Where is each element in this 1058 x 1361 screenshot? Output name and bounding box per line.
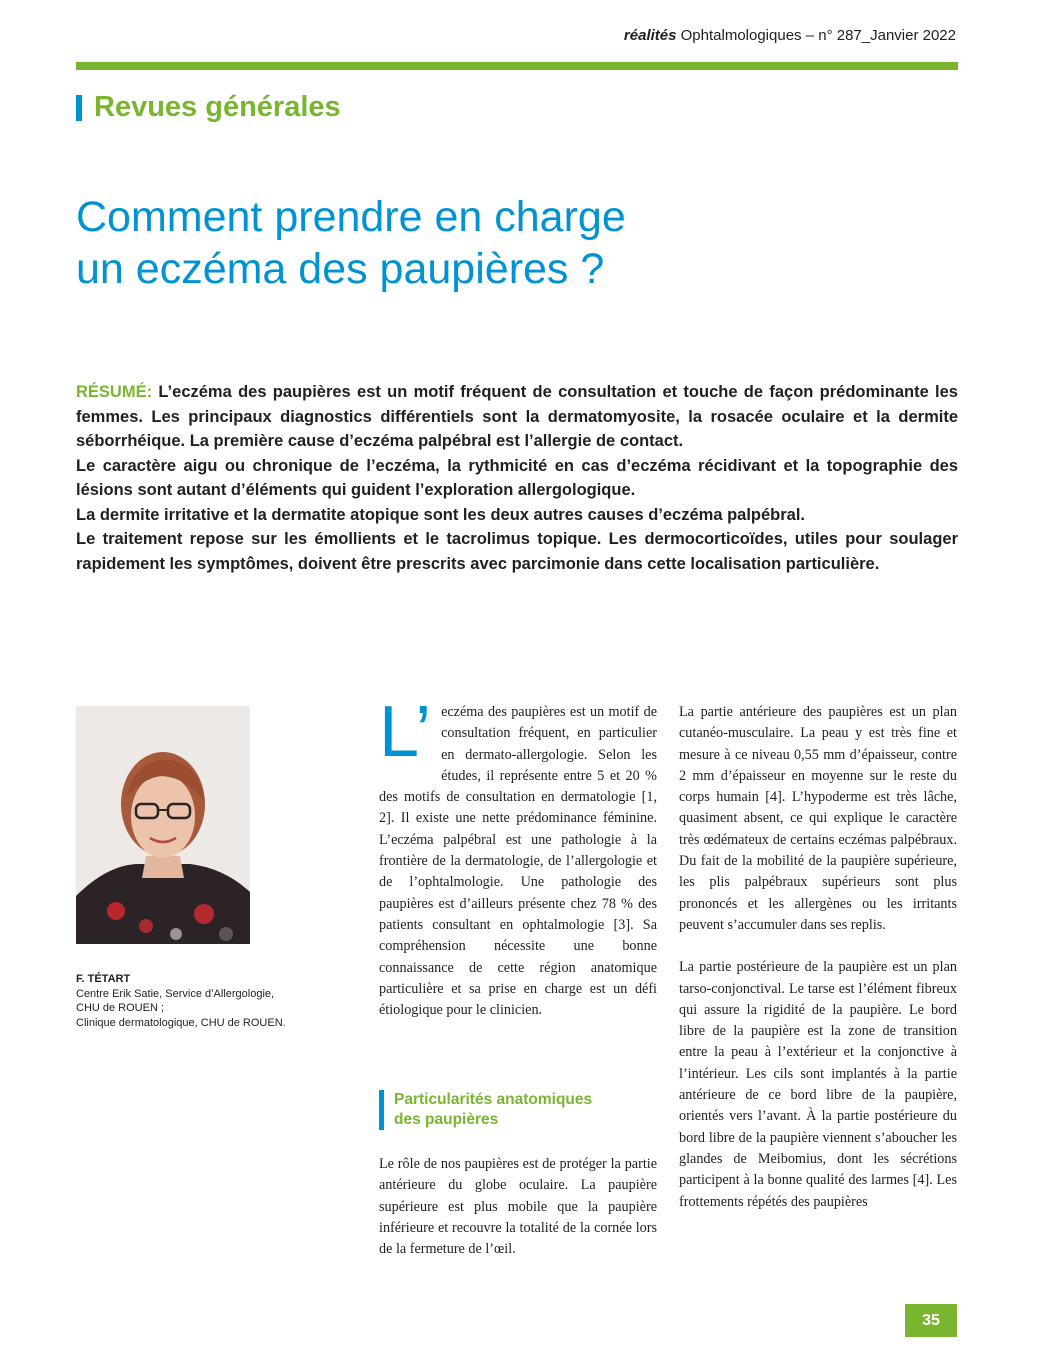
author-name: F. TÉTART <box>76 973 131 985</box>
subsection-title-line: Particularités anatomiques <box>394 1091 593 1108</box>
issue-info: Ophtalmologiques – n° 287_Janvier 2022 <box>676 27 956 44</box>
body-paragraph: La partie antérieure des paupières est un plan cutanéo-musculaire. La peau y est très fine et mesure à ce niveau 0,55 mm d’épaisseur, contre 2 mm d’épaisseur en moyenne sur le reste du corps humain [4]. L’hypoderme est très lâche, quasiment absent, ce qui explique le caractère très œdémateux de certains eczémas palpébraux. Du fait de la mobilité de la paupière supérieure, les plis palpébraux supérieurs sont plus prononcés et les allergènes ou les irritants peuvent s’accumuler dans ses replis. <box>679 704 957 933</box>
author-photo <box>76 706 250 944</box>
subsection-title-line: des paupières <box>394 1111 499 1128</box>
journal-header <box>624 27 956 44</box>
author-affiliation: Clinique dermatologique, CHU de ROUEN. <box>76 1016 286 1029</box>
author-info <box>76 972 336 1030</box>
subsection-bar <box>379 1090 384 1130</box>
section-bar <box>76 95 82 121</box>
drop-cap: L’ <box>379 692 432 772</box>
article-title <box>76 191 956 295</box>
body-paragraph: La partie postérieure de la paupière est un plan tarso-conjonctival. Le tarse est l’élément fibreux qui assure la rigidité de la paupière. Le bord libre de la paupière est la zone de transition entre la peau à l’extérieur et la conjonctive à l’intérieur. Les cils sont implantés à la partie antérieure de ce bord libre de la paupière, orientés vers l’avant. À la partie postérieure du bord libre de la paupière viennent s’aboucher les glandes de Meibomius, dont les sécrétions participent à la bonne qualité des larmes [4]. Les frottements répétés des paupières <box>679 959 957 1210</box>
abstract-text: L’eczéma des paupières est un motif fréquent de consultation et touche de façon prédominante les femmes. Les principaux diagnostics différentiels sont la dermatomyosite, la rosacée oculaire et la dermite séborrhéique. La première cause d’eczéma palpébral est l’allergie de contact. <box>76 383 958 450</box>
journal-name: réalités <box>623 27 677 44</box>
abstract-paragraph: Le caractère aigu ou chronique de l’eczéma, la rythmicité en cas d’eczéma récidivant et la topographie des lésions sont autant d’éléments qui guident l’exploration allergologique. <box>76 456 958 499</box>
title-line-2: un eczéma des paupières ? <box>76 245 605 293</box>
abstract-keyword: RÉSUMÉ: <box>76 383 153 401</box>
body-column-2 <box>679 702 957 1213</box>
author-affiliation: CHU de ROUEN ; <box>76 1002 165 1014</box>
abstract-paragraph: La dermite irritative et la dermatite atopique sont les deux autres causes d’eczéma palpébral. <box>76 505 806 524</box>
body-column-1 <box>379 692 657 1021</box>
author-affiliation: Centre Erik Satie, Service d’Allergologie, <box>76 987 275 1000</box>
abstract <box>76 380 958 576</box>
subsection-title <box>394 1090 592 1130</box>
subsection-heading <box>379 1090 592 1130</box>
section-heading <box>76 91 341 124</box>
body-paragraph: Le rôle de nos paupières est de protéger la partie antérieure du globe oculaire. La paupière supérieure est plus mobile que la paupière inférieure et recouvre la totalité de la cornée lors de la fermeture de l’œil. <box>379 1156 657 1258</box>
header-rule <box>76 62 958 70</box>
abstract-paragraph <box>76 380 958 454</box>
abstract-paragraph: Le traitement repose sur les émollients et le tacrolimus topique. Les dermocorticoïdes, utiles pour soulager rapidement les symptômes, doivent être prescrits avec parcimonie dans cette localisation particulière. <box>76 530 958 573</box>
title-line-1: Comment prendre en charge <box>76 193 626 241</box>
section-label: Revues générales <box>94 91 341 123</box>
body-column-1-continued <box>379 1154 657 1260</box>
body-paragraph: eczéma des paupières est un motif de consultation fréquent, en particulier en dermato-allergologie. Selon les études, il représente entre 5 et 20 % des motifs de consultation en dermatologie [1, 2]. Il existe une nette prédominance féminine. L’eczéma palpébral est une pathologie à la frontière de la dermatologie, de l’allergologie et de l’ophtalmologie. Une pathologie des paupières est d’ailleurs présente chez 78 % des patients consultant en ophtalmologie [3]. Sa compréhension nécessite une bonne connaissance de cette région anatomique particulière et sa prise en charge est un défi étiologique pour le clinicien. <box>379 704 657 1019</box>
page-number: 35 <box>905 1304 957 1337</box>
